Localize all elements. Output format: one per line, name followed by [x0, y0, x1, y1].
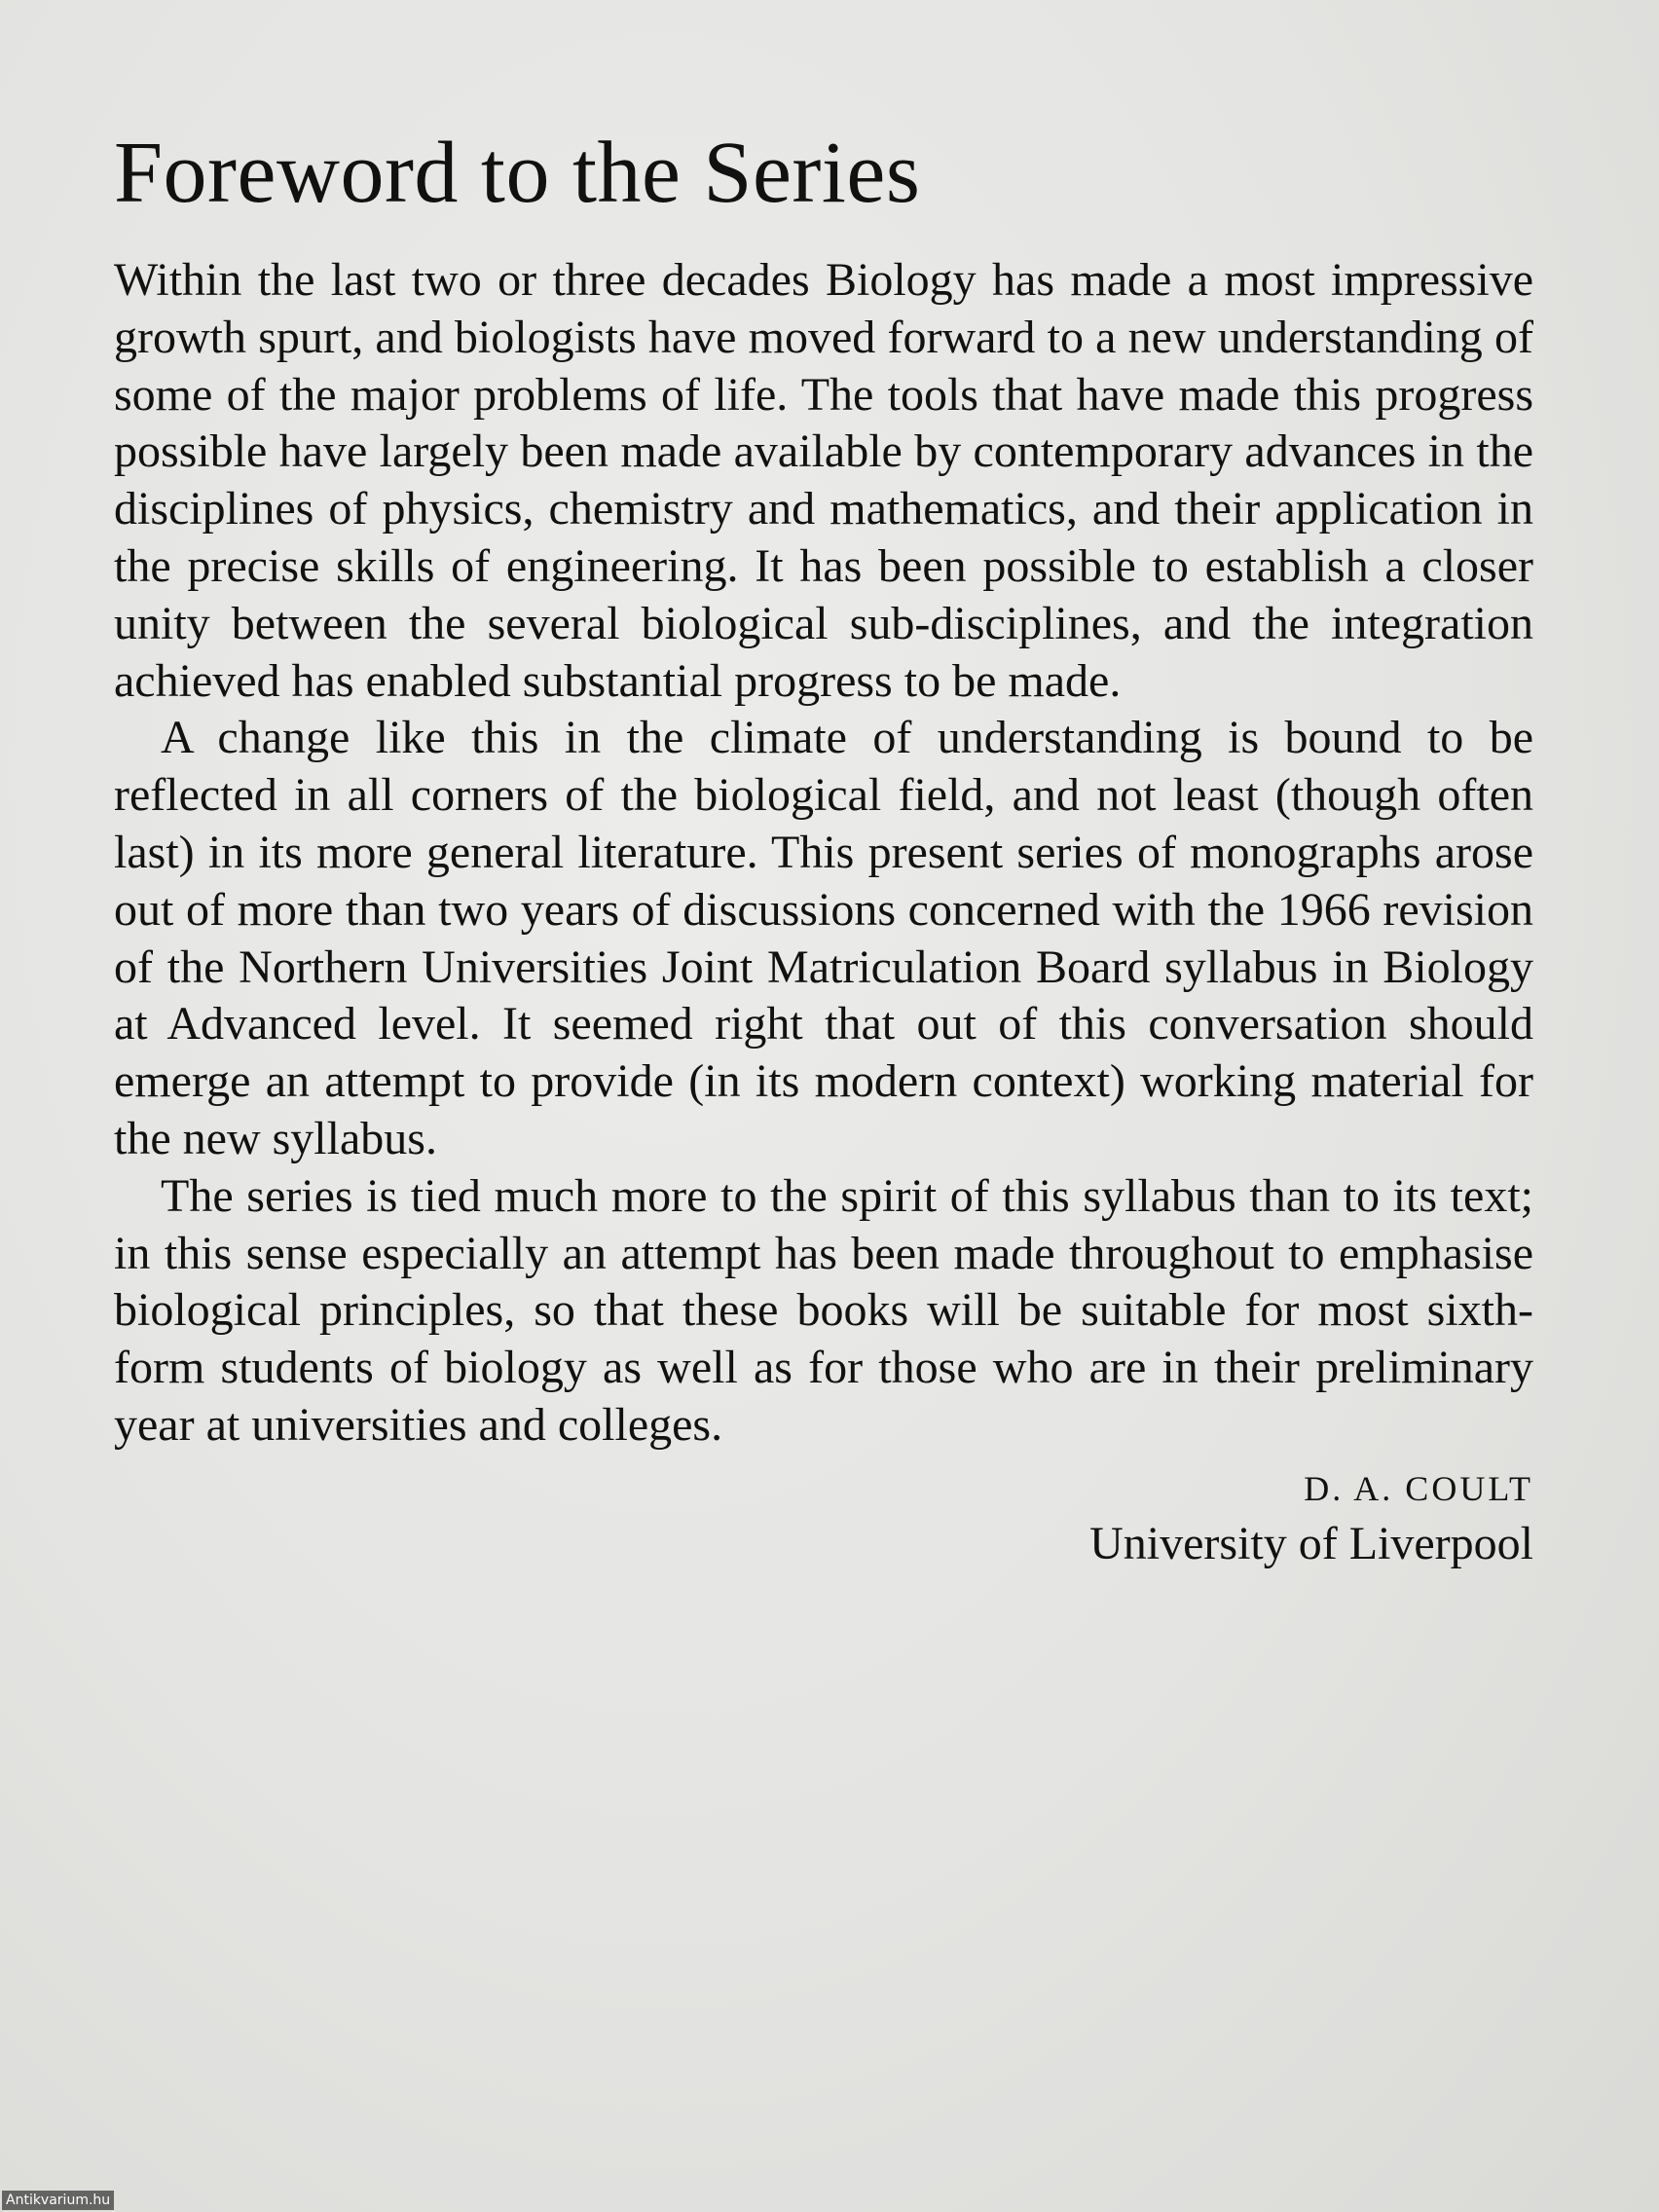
- page-content: [114, 125, 1533, 1573]
- author-name: D. A. COULT: [1304, 1468, 1533, 1508]
- page-title: Foreword to the Series: [114, 125, 921, 221]
- paragraph-3: The series is tied much more to the spirit of this syllabus than to its text; in this sense especially an attempt has been made throughout to emphasise biological principles, so that these books will be suitable for most sixth-form students of biology as well as for those who are in their preliminary year at universities and colleges.: [114, 1169, 1533, 1451]
- paragraph-2: A change like this in the climate of understanding is bound to be reflected in all corners of the biological field, and not least (though often last) in its more general literature. This present series of monographs arose out of more than two years of discussions concerned with the 1966 revision of the Northern Universities Joint Matriculation Board syllabus in Biology at Advanced level. It seemed right that out of this conversation should emerge an attempt to provide (in its modern context) working material for the new syllabus.: [114, 712, 1533, 1164]
- paragraph-1: Within the last two or three decades Biology has made a most impressive growth spurt, and biologists have moved forward to a new understanding of some of the major problems of life. The tools that have made this progress possible have largely been made available by contemporary advances in the disciplines of physics, chemistry and mathematics, and their application in the precise skills of engineering. It has been possible to establish a closer unity between the several biological sub-disciplines, and the integration achieved has enabled substantial progress to be made.: [114, 254, 1533, 707]
- author-affiliation: University of Liverpool: [1089, 1517, 1533, 1569]
- watermark: Antikvarium.hu: [2, 2191, 114, 2210]
- signature-block: [114, 1462, 1533, 1573]
